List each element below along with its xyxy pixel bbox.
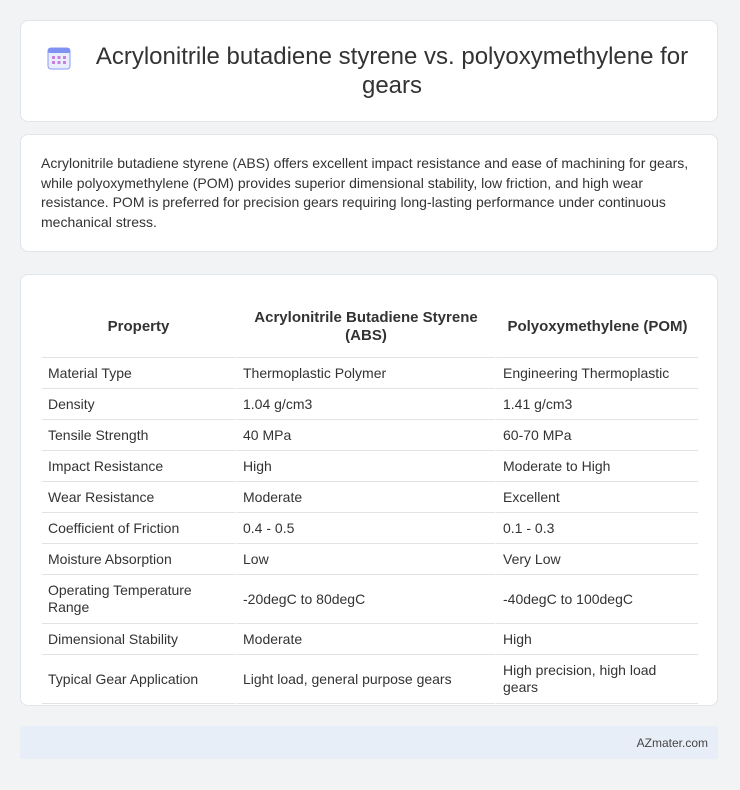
intro-text: Acrylonitrile butadiene styrene (ABS) offers excellent impact resistance and ease of machining for gears, while polyoxymethylene (POM) provides superior dimensional stability, low friction, and high wear resistance. POM is preferred for precision gears requiring long-lasting performance under continuous mechanical stress.	[41, 155, 689, 230]
cell-property: Wear Resistance	[42, 482, 235, 513]
cell-abs: Moderate	[235, 482, 495, 513]
cell-abs: Light load, general purpose gears	[235, 655, 495, 704]
page-title: Acrylonitrile butadiene styrene vs. polyoxymethylene for gears	[95, 43, 689, 99]
header-pom: Polyoxymethylene (POM)	[495, 295, 698, 358]
cell-property: Tensile Strength	[42, 420, 235, 451]
cell-property: Moisture Absorption	[42, 544, 235, 575]
cell-abs: High	[235, 451, 495, 482]
cell-property: Typical Gear Application	[42, 655, 235, 704]
table-row	[42, 655, 698, 704]
table-row	[42, 451, 698, 482]
cell-pom: -40degC to 100degC	[495, 575, 698, 624]
table-row	[42, 575, 698, 624]
table-header-row	[42, 295, 698, 358]
cell-pom: 1.41 g/cm3	[495, 389, 698, 420]
cell-abs: -20degC to 80degC	[235, 575, 495, 624]
title-wrap	[46, 42, 692, 100]
cell-property: Density	[42, 389, 235, 420]
cell-pom: Engineering Thermoplastic	[495, 358, 698, 389]
cell-pom: Very Low	[495, 544, 698, 575]
cell-pom: Moderate to High	[495, 451, 698, 482]
table-row	[42, 389, 698, 420]
header-abs: Acrylonitrile Butadiene Styrene (ABS)	[235, 295, 495, 358]
calendar-grid-icon	[46, 45, 72, 71]
cell-pom: 0.1 - 0.3	[495, 513, 698, 544]
cell-pom: Excellent	[495, 482, 698, 513]
table-row	[42, 544, 698, 575]
table-row	[42, 420, 698, 451]
cell-abs: Moderate	[235, 624, 495, 655]
cell-abs: Low	[235, 544, 495, 575]
cell-property: Impact Resistance	[42, 451, 235, 482]
cell-pom: High precision, high load gears	[495, 655, 698, 704]
cell-property: Operating Temperature Range	[42, 575, 235, 624]
comparison-table	[42, 295, 698, 704]
cell-pom: High	[495, 624, 698, 655]
table-card	[20, 274, 718, 706]
table-row	[42, 624, 698, 655]
title-card	[20, 20, 718, 122]
cell-abs: 1.04 g/cm3	[235, 389, 495, 420]
table-row	[42, 482, 698, 513]
cell-pom: 60-70 MPa	[495, 420, 698, 451]
header-property: Property	[42, 295, 235, 358]
footer-site-link[interactable]: AZmater.com	[636, 735, 708, 750]
cell-property: Dimensional Stability	[42, 624, 235, 655]
cell-abs: 0.4 - 0.5	[235, 513, 495, 544]
table-row	[42, 513, 698, 544]
footer	[20, 726, 718, 759]
cell-abs: 40 MPa	[235, 420, 495, 451]
cell-property: Coefficient of Friction	[42, 513, 235, 544]
cell-property: Material Type	[42, 358, 235, 389]
cell-abs: Thermoplastic Polymer	[235, 358, 495, 389]
table-row	[42, 358, 698, 389]
intro-card	[20, 134, 718, 252]
